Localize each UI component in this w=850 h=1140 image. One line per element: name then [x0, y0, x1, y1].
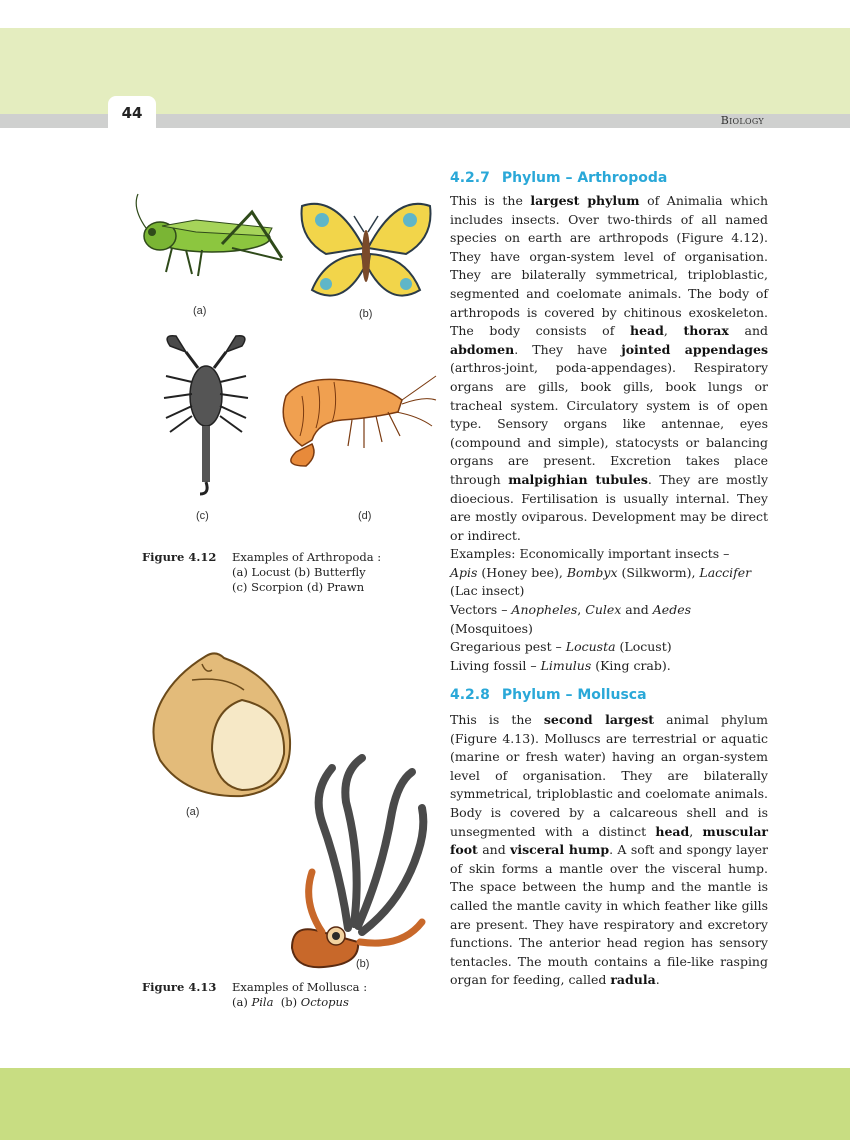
- butterfly-label: (b): [359, 308, 373, 320]
- prawn-label: (d): [358, 510, 372, 522]
- examples-living-fossil: Living fossil – Limulus (King crab).: [450, 657, 671, 673]
- section-arthropoda: [450, 168, 768, 675]
- figure-4-12-caption: [142, 550, 412, 595]
- prawn-illustration: [272, 356, 438, 476]
- examples-vectors: Vectors – Anopheles, Culex and Aedes: [450, 602, 692, 618]
- section-title: Phylum – Mollusca: [501, 687, 647, 703]
- examples-lac-insect: (Lac insect): [450, 583, 525, 599]
- examples-mosquitoes: (Mosquitoes): [450, 620, 533, 636]
- section-number: 4.2.8: [450, 687, 490, 703]
- page-number: 44: [108, 96, 156, 130]
- caption-line: Examples of Arthropoda :: [232, 550, 382, 564]
- caption-line: (c) Scorpion (d) Prawn: [232, 580, 365, 594]
- section-heading: [450, 168, 768, 188]
- pila-label: (a): [186, 806, 200, 818]
- scorpion-label: (c): [196, 510, 209, 522]
- caption-text: (a): [232, 995, 252, 1009]
- pila-shell-illustration: [146, 650, 296, 800]
- arthropoda-paragraph: This is the largest phylum of Animalia which includes insects. Over two-thirds of all named species on earth are arthropods (Figure 4.12). They have organ-system level of organisation. They are bilaterally symmetrical, triploblastic, segmented and coelomate animals. The body of arthropods is covered by chitinous exoskeleton. The body consists of head, thorax and abdomen. They have jointed appendages (arthros-joint, poda-appendages). Respiratory organs are gills, book gills, book lungs or tracheal system. Circulatory system is of open type. Sensory organs like antennae, eyes (compound and simple), statocysts or balancing organs are present. Excretion takes place through malpighian tubules. They are mostly dioecious. Fertilisation is usually internal. They are mostly oviparous. Development may be direct or indirect.: [450, 193, 769, 543]
- figure-4-13-caption: [142, 980, 412, 1010]
- caption-octopus: Octopus: [300, 995, 349, 1009]
- examples-insects: Apis (Honey bee), Bombyx (Silkworm), Laccifer: [450, 564, 752, 580]
- section-title: Phylum – Arthropoda: [501, 170, 668, 186]
- caption-number: Figure 4.13: [142, 980, 217, 994]
- locust-illustration: [132, 188, 292, 288]
- locust-label: (a): [193, 305, 207, 317]
- caption-line: (a) Locust (b) Butterfly: [232, 565, 366, 579]
- caption-line: [232, 995, 412, 1010]
- section-number: 4.2.7: [450, 170, 490, 186]
- examples-line: Examples: Economically important insects –: [450, 546, 730, 562]
- running-head: Biology: [720, 114, 764, 127]
- mollusca-paragraph: This is the second largest animal phylum (Figure 4.13). Molluscs are terrestrial or aquatic (marine or fresh water) having an organ-system level of organisation. They are bilaterally symmetrical, triploblastic and coelomate animals. Body is covered by a calcareous shell and is unsegmented with a distinct head, muscular foot and visceral hump. A soft and spongy layer of skin forms a mantle over the visceral hump. The space between the hump and the mantle is called the mantle cavity in which feather like gills are present. They have respiratory and excretory functions. The anterior head region has sensory tentacles. The mouth contains a file-like rasping organ for feeding, called radula.: [450, 712, 769, 988]
- footer-band: [0, 1068, 850, 1140]
- section-mollusca: [450, 685, 768, 990]
- caption-text: (b): [273, 995, 301, 1009]
- caption-pila: Pila: [251, 995, 274, 1009]
- caption-line: Examples of Mollusca :: [232, 980, 368, 994]
- butterfly-illustration: [296, 198, 436, 308]
- examples-gregarious: Gregarious pest – Locusta (Locust): [450, 639, 672, 655]
- octopus-label: (b): [356, 958, 370, 970]
- octopus-illustration: [282, 752, 434, 974]
- scorpion-illustration: [156, 332, 256, 498]
- section-heading: [450, 685, 768, 705]
- caption-number: Figure 4.12: [142, 550, 217, 564]
